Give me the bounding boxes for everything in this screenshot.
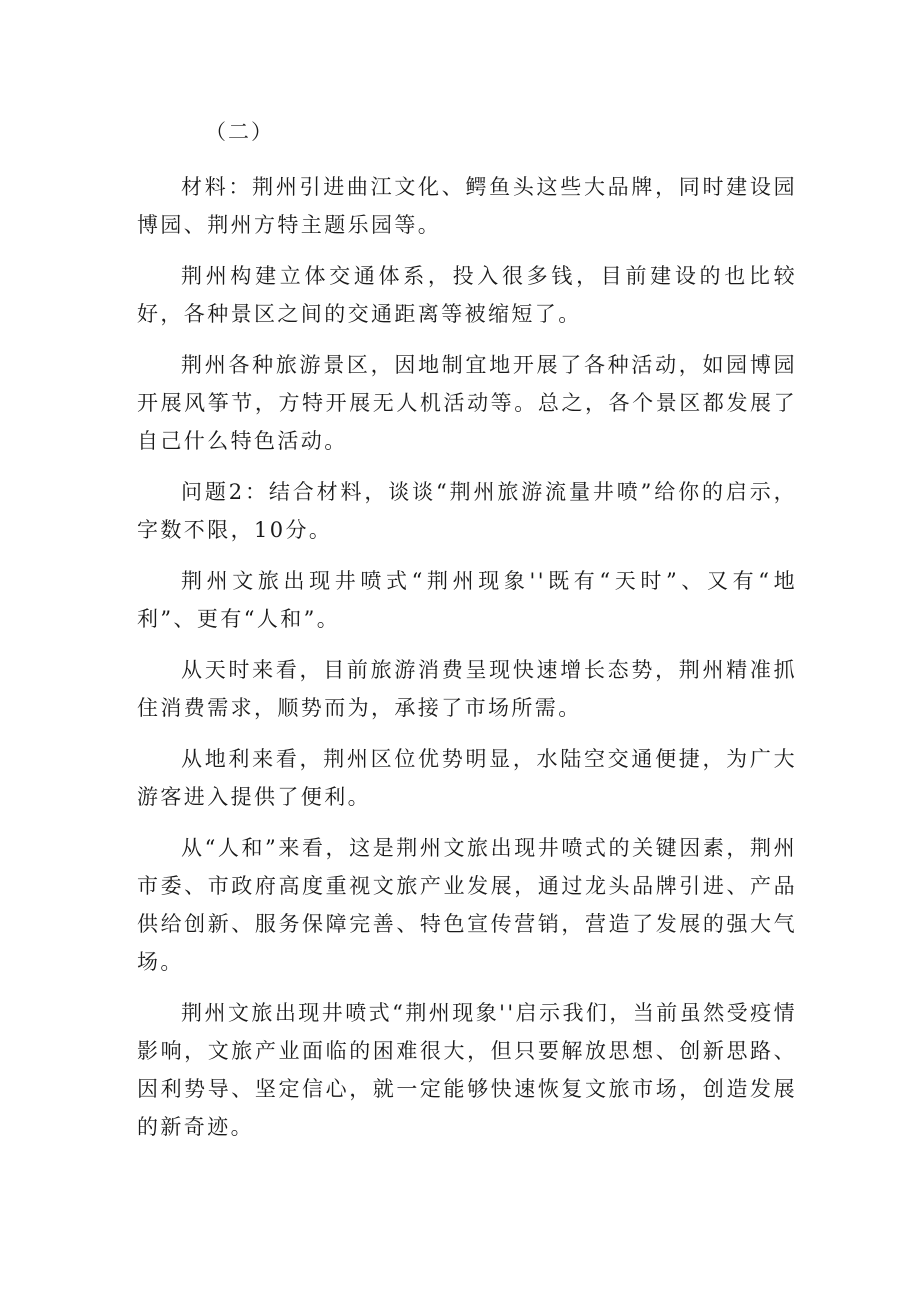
paragraph-question: 问题2：结合材料，谈谈“荆州旅游流量井喷”给你的启示，字数不限，10分。: [137, 480, 797, 542]
document-body: [137, 112, 797, 1159]
paragraph-material-2: 荆州构建立体交通体系，投入很多钱，目前建设的也比较好，各种景区之间的交通距离等被缩短了。: [137, 264, 797, 326]
paragraph-material-1: 材料：荆州引进曲江文化、鳄鱼头这些大品牌，同时建设园博园、荆州方特主题乐园等。: [137, 175, 797, 237]
paragraph-answer-location: 从地利来看，荆州区位优势明显，水陆空交通便捷，为广大游客进入提供了便利。: [137, 747, 797, 809]
paragraph-answer-conclusion: 荆州文旅出现井喷式“荆州现象''启示我们，当前虽然受疫情影响，文旅产业面临的困难很大，但只要解放思想、创新思路、因利势导、坚定信心，就一定能够快速恢复文旅市场，创造发展的新奇迹。: [137, 1001, 797, 1139]
paragraph-answer-intro: 荆州文旅出现井喷式“荆州现象''既有“天时”、又有“地利”、更有“人和”。: [137, 569, 797, 631]
paragraph-answer-people: 从“人和”来看，这是荆州文旅出现井喷式的关键因素，荆州市委、市政府高度重视文旅产业发展，通过龙头品牌引进、产品供给创新、服务保障完善、特色宣传营销，营造了发展的强大气场。: [137, 836, 797, 974]
section-heading: （二）: [205, 120, 274, 144]
paragraph-answer-timing: 从天时来看，目前旅游消费呈现快速增长态势，荆州精准抓住消费需求，顺势而为，承接了市场所需。: [137, 658, 797, 720]
paragraph-material-3: 荆州各种旅游景区，因地制宜地开展了各种活动，如园博园开展风筝节，方特开展无人机活动等。总之，各个景区都发展了自己什么特色活动。: [137, 353, 797, 453]
